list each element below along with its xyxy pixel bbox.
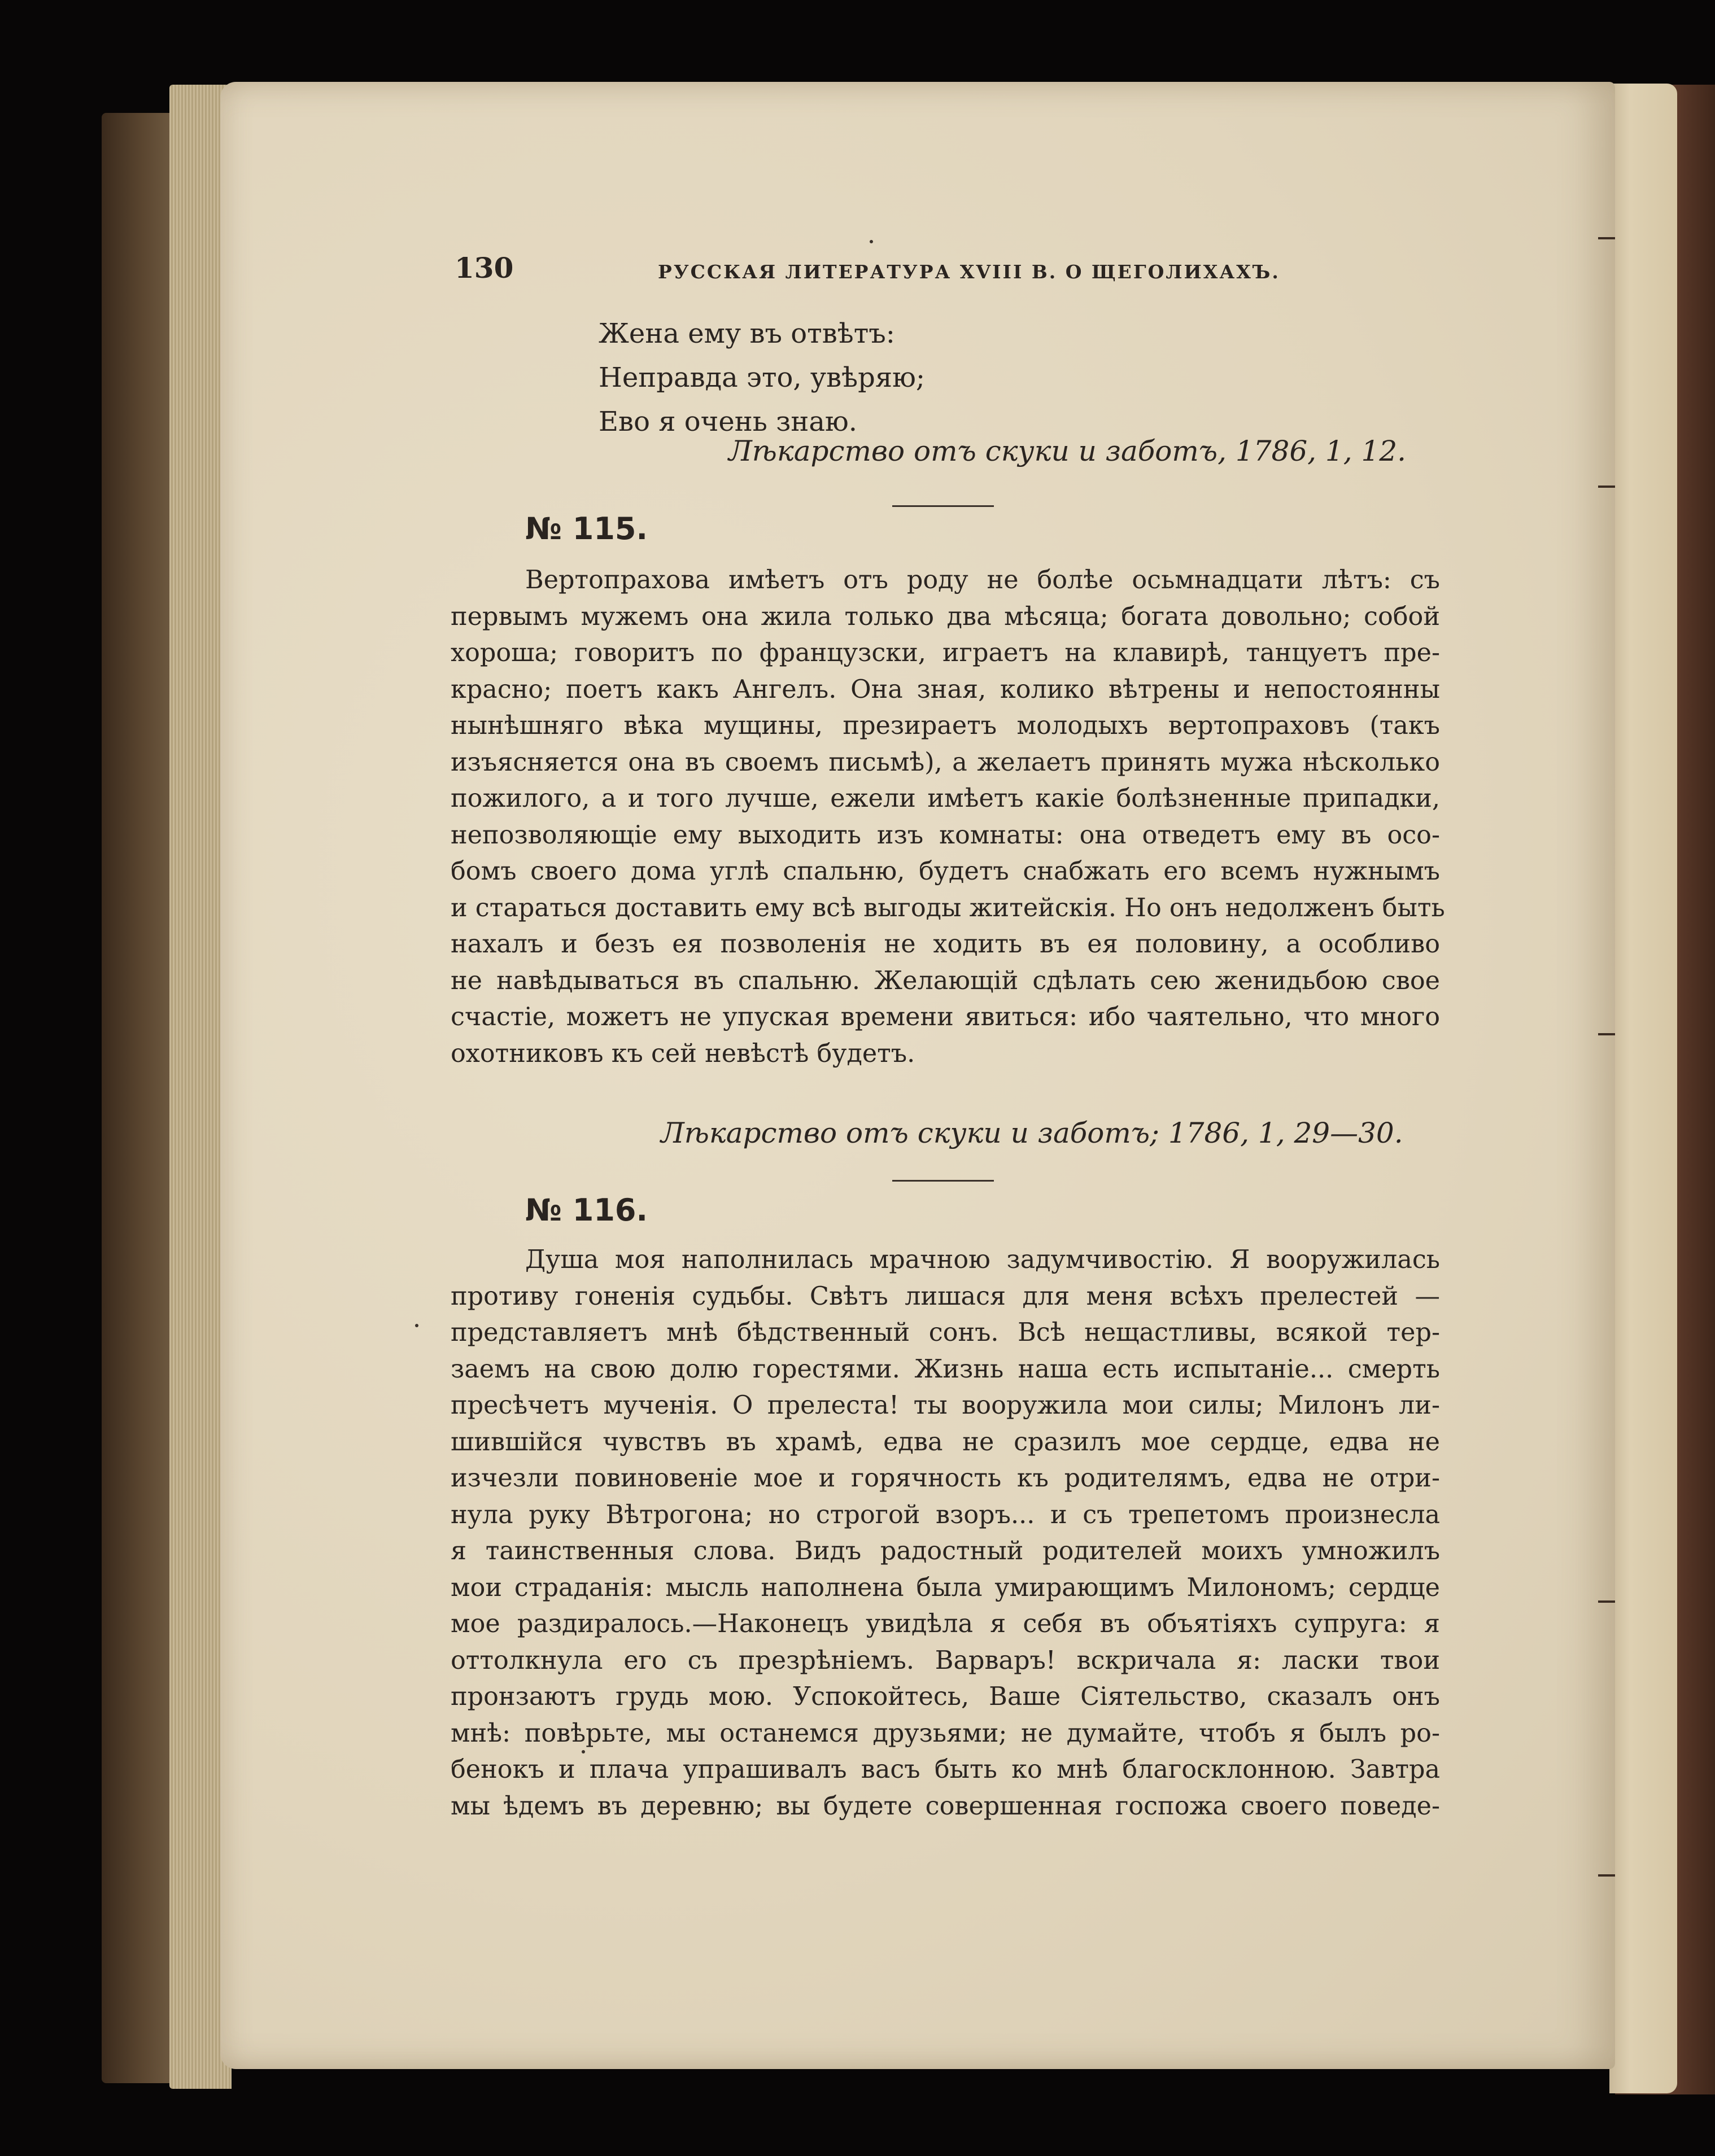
text-line: нула руку Вѣтрогона; но строгой взоръ... и съ трепетомъ произнесла <box>451 1500 1440 1529</box>
facing-page-edge <box>1609 84 1677 2093</box>
text-line: Душа моя наполнилась мрачною задумчивостію. Я вооружилась <box>525 1245 1440 1274</box>
text-line: заемъ на свою долю горестями. Жизнь наша есть испытаніе... смерть <box>451 1354 1440 1384</box>
text-line: нынѣшняго вѣка мущины, презираетъ молодыхъ вертопраховъ (такъ <box>451 711 1440 740</box>
entry-115-heading: № 115. <box>525 511 648 546</box>
entry-116-heading: № 116. <box>525 1192 648 1228</box>
paper-speck <box>582 1750 585 1753</box>
thread-mark <box>1598 237 1615 239</box>
text-line: пронзаютъ грудь мою. Успокойтесь, Ваше Сіятельство, сказалъ онъ <box>451 1682 1440 1711</box>
text-line: не навѣдываться въ спальню. Желающій сдѣлать сею женидьбою свое <box>451 966 1440 995</box>
text-line: Вертопрахова имѣетъ отъ роду не болѣе осьмнадцати лѣтъ: съ <box>525 566 1440 594</box>
thread-mark <box>1598 486 1615 488</box>
thread-mark <box>1598 1033 1615 1035</box>
page-number: 130 <box>455 251 514 285</box>
poem-line: Неправда это, увѣряю; <box>599 362 926 393</box>
paper-speck <box>870 240 873 243</box>
text-line: противу гоненія судьбы. Свѣтъ лишася для меня всѣхъ прелестей — <box>451 1282 1440 1311</box>
paper-speck <box>415 1324 418 1327</box>
text-line: первымъ мужемъ она жила только два мѣсяца; богата довольно; собой <box>451 602 1440 631</box>
text-line: оттолкнула его съ презрѣніемъ. Варваръ! вскричала я: ласки твои <box>451 1646 1440 1675</box>
thread-mark <box>1598 1600 1615 1603</box>
text-line: мое раздиралось.—Наконецъ увидѣла я себя въ объятіяхъ супруга: я <box>451 1610 1440 1638</box>
text-line: хороша; говоритъ по французски, играетъ на клавирѣ, танцуетъ пре- <box>451 639 1440 667</box>
text-line: мы ѣдемъ въ деревню; вы будете совершенная госпожа своего поведе- <box>451 1791 1440 1821</box>
text-line: представляетъ мнѣ бѣдственный сонъ. Всѣ нещастливы, всякой тер- <box>451 1318 1440 1347</box>
text-line: я таинственныя слова. Видъ радостный родителей моихъ умножилъ <box>451 1537 1440 1565</box>
poem-line: Жена ему въ отвѣтъ: <box>599 318 895 349</box>
text-line: непозволяющіе ему выходить изъ комнаты: она отведетъ ему въ осо- <box>451 820 1440 850</box>
text-line: счастіе, можетъ не упуская времени явиться: ибо чаятельно, что много <box>451 1003 1440 1031</box>
text-line: изъясняется она въ своемъ письмѣ), а желаетъ принять мужа нѣсколько <box>451 747 1440 777</box>
text-line: пожилого, а и того лучше, ежели имѣетъ какіе болѣзненные припадки, <box>451 784 1440 813</box>
poem-line: Ево я очень знаю. <box>599 406 858 438</box>
entry-115-source-citation: Лѣкарство отъ скуки и заботъ; 1786, 1, 29—30. <box>661 1117 1403 1149</box>
text-line: изчезли повиновеніе мое и горячность къ родителямъ, едва не отри- <box>451 1464 1440 1493</box>
text-line: нахалъ и безъ ея позволенія не ходить въ ея половину, а особливо <box>451 930 1440 959</box>
poem-fragment <box>599 312 925 444</box>
text-line: мои страданія: мысль наполнена была умирающимъ Милономъ; сердце <box>451 1573 1440 1602</box>
section-divider <box>892 505 994 507</box>
section-divider <box>892 1180 994 1182</box>
text-line: и стараться доставить ему всѣ выгоды житейскія. Но онъ недолженъ быть <box>451 893 1445 922</box>
thread-mark <box>1598 1874 1615 1877</box>
text-line: бенокъ и плача упрашивалъ васъ быть ко мнѣ благосклонною. Завтра <box>451 1755 1440 1784</box>
poem-source-citation: Лѣкарство отъ скуки и заботъ, 1786, 1, 12. <box>728 435 1407 467</box>
text-line: пресѣчетъ мученія. О прелеста! ты вооружила мои силы; Милонъ ли- <box>451 1391 1440 1420</box>
running-title: РУССКАЯ ЛИТЕРАТУРА XVIII В. О ЩЕГОЛИХАХЪ. <box>658 261 1280 283</box>
text-line: охотниковъ къ сей невѣстѣ будетъ. <box>451 1039 915 1068</box>
text-line: мнѣ: повѣрьте, мы останемся друзьями; не думайте, чтобъ я былъ ро- <box>451 1718 1440 1748</box>
entry-116-text <box>451 1242 1440 1825</box>
text-line: шившійся чувствъ въ храмѣ, едва не сразилъ мое сердце, едва не <box>451 1427 1440 1457</box>
text-line: бомъ своего дома углѣ спальню, будетъ снабжать его всемъ нужнымъ <box>451 857 1440 886</box>
text-line: красно; поетъ какъ Ангелъ. Она зная, колико вѣтрены и непостоянны <box>451 675 1440 704</box>
entry-115-text <box>451 562 1445 1072</box>
